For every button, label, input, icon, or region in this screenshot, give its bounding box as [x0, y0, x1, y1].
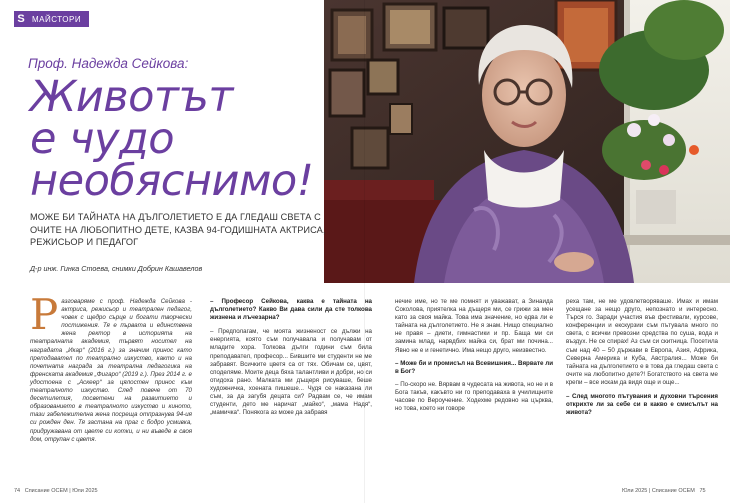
- section-label: МАЙСТОРИ: [28, 11, 89, 27]
- interview-question: – След многото пътувания и духовни търсения открихте ли за себе си в какво е смисълът на живота?: [566, 393, 718, 417]
- column-text: реха там, не ме удовлетворяваше. Имах и имам усещане за нещо друго, непознато и интересно. Търся го. Заради участия във фестивали, курсове, конференции и екскурзии съм пътувала много по света, с всички превозни средства по суша, вода и въздух. Не се спирах! Аз съм си скитница. Посетила съм над 40 – 50 държави в Европа, Азия, Африка, Северна Америка и Куба, Австралия... Може би тайната на дълголетието е в това да гледаш света с очите на любопитно дете?! Богатството на света ме крепи – все искам да видя още и още...: [566, 298, 718, 386]
- page-number: 75: [699, 488, 706, 494]
- footer-text: Списание ОСЕМ | Юли 2025: [24, 488, 98, 494]
- column-text: азговаряме с проф. Надежда Сейкова - актриса, режисьор и театрален педагог, човек с щедро сърце и богати творчески постижения. Тя е първата и единствена жена ректор в историята на театралната академия, тървят носител на наградата „Икар“ (2016 г.) за значим принос като преподавател по театрално изкуство, както и на почетната награда за театрална педагогика на френската академия „Фигаро“ (2019 г.). През 2014 г. е удостоена с „Аскеер“ за цялостен принос към театралното изкуство. След повече от 70 десетилетия, посветени на развитието и образованието в театралното изкуство и киното, тази забележителна жена посреща отпразнува 94-ия си рожден ден. Тя застана на праг с бодро усмивка, придружавана от цвете си котки, и ни въведе в своя дом, отрупан с цветя.: [30, 298, 192, 443]
- page-number: 74: [14, 488, 21, 494]
- interview-question: – Може би и промисъл на Всевишния... Вярвате ли в Бог?: [395, 359, 553, 375]
- headline-line: необяснимо!: [30, 156, 314, 206]
- text-column-4: [566, 298, 718, 417]
- headline-line: е чудо: [30, 114, 175, 164]
- article-headline: [30, 72, 320, 206]
- portrait-photo: [324, 0, 730, 283]
- footer-text: Юли 2025 | Списание ОСЕМ: [622, 488, 695, 494]
- page-gutter: [364, 0, 365, 503]
- text-column-2: [210, 298, 372, 417]
- text-column-1: [30, 290, 192, 444]
- column-text: нечие име, но те ме помнят и уважават, а Зинаида Соколова, приятелка на дъщеря ми, се грижи за мен като за своя майка. Това има значение, но едва ли е тайната на дълголетието. Не я знам. Нищо специално не правя – диети, гимнастики и пр. Баща ми си замина млад, нарвдбих майка си, брат ми почина... Явно не е и генетично. Има нещо друго, неизвестно.: [395, 298, 553, 354]
- section-tag: [14, 11, 89, 27]
- headline-line: Животът: [30, 72, 233, 122]
- article-byline: Д-р инж. Гинка Стоева, снимки Добрин Кашавелов: [30, 264, 203, 273]
- left-page-footer: [14, 488, 98, 494]
- column-text: – По-скоро не. Вярвам в чудесата на живота, но не и в Бога такъв, какъвто ни го преподаваха в училищните часове по Вероучение. Ходехме редовно на църква, но това, което ни говоре: [395, 380, 553, 413]
- text-column-3: [395, 298, 553, 413]
- article-kicker: Проф. Надежда Сейкова:: [28, 56, 189, 71]
- interview-question: – Професор Сейкова, каква е тайната на дълголетието? Какво Ви дава сили да сте толкова жизнена и лъчезарна?: [210, 298, 372, 322]
- section-badge: S: [14, 11, 28, 27]
- drop-cap: Р: [30, 290, 59, 339]
- article-deck: МОЖЕ БИ ТАЙНАТА НА ДЪЛГОЛЕТИЕТО Е ДА ГЛЕДАШ СВЕТА С ОЧИТЕ НА ЛЮБОПИТНО ДЕТЕ, КАЗВА 94-ГОДИШНАТА АКТРИСА, РЕЖИСЬОР И ПЕДАГОГ: [30, 212, 326, 248]
- right-page-footer: [622, 488, 706, 494]
- column-text: – Предполагам, че моята жизненост се дължи на енергията, която съм получавала и получавам от младите хора. Толкова дълги години съм била преподавател, професор... Бившите ми студенти не ме забравят. Всичките цветя са от тях. Обичам се, цвят, споделяме. Моите деца бяха талантливи и добри, но си отидоха рано. Малката ми дъщеря рисуваше, беше художничка, хоената пишеше... Чудя се наказана ли съм, за да загубя децата си? Радвам се, че имам студенти, дето ме наричат „майко“, „мама Надя“, „мамичка“. Понякога аз може да забравя: [210, 328, 372, 417]
